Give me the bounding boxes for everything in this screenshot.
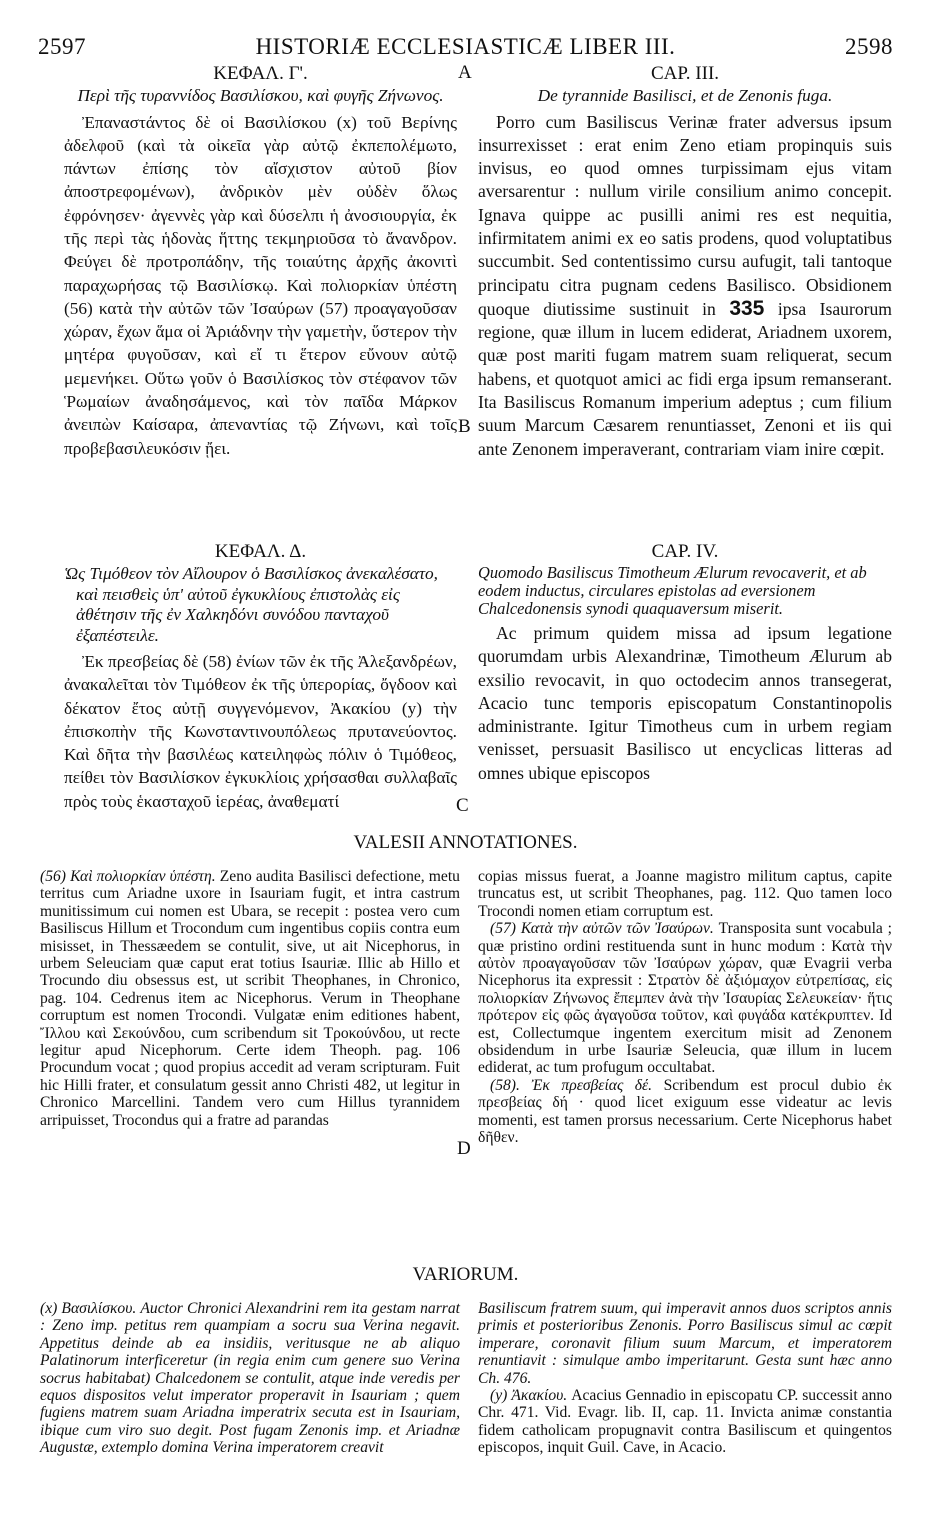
variorum-left-column — [40, 1300, 460, 1457]
note-x-lemma: (x) Βασιλίσκου. — [40, 1300, 137, 1317]
page-number-right: 2598 — [845, 34, 893, 59]
book-title: HISTORIÆ ECCLESIASTICÆ LIBER III. — [255, 34, 676, 59]
valesii-title: VALESII ANNOTATIONES. — [353, 832, 578, 853]
chap4-greek-text: Ἐκ πρεσβείας δὲ (58) ἐνίων τῶν ἐκ τῆς Ἀλεξανδρέων, ἀνακαλεῖται τὸν Τιμόθεον ἐκ τῆς ὑπερορίας, ὄγδοον καὶ δέκατον ἔτος αὐτῇ συγγενόμενον, Ἀκακίου (y) τὴν ἐπισκοπὴν τῆς Κωνσταντινουπόλεως πρυτανεύοντος. Καὶ δῆτα τὴν βασιλέως κατειληφὼς πόλιν ὁ Τιμόθεος, πείθει τὸν Βασιλίσκον ἐγκυκλίοις χρήσασθαι συλλαβαῖς πρὸς τοὺς ἑκασταχοῦ ἱερέας, ἀναθεματί — [64, 652, 457, 811]
note-x-text: Auctor Chronici Alexandrini rem ita gestam narrat : Zeno imp. petitus rem quampiam a socru sua Verina negavit. Appetitus deinde ab ea insidiis, veritusque ne ab aliquo Palatinorum interficeretur (in regia enim cum genere suo Verina socrus habitabat) Chalcedonem se contulit, atque inde veredis per equos dispositos velut imperator properavit in Isauriam ; quem fugiens matrem suam Ariadna imperatrix secuta est in Isauriam, ibique cum viro suo degit. Post fugam Zenonis imp. et Ariadnæ Augustæ, extemplo domina Verina imperatorem creavit — [40, 1300, 460, 1457]
chap4-latin-text: Ac primum quidem missa ad ipsum legatione quorumdam urbis Alexandrinæ, Timotheum Ælurum ab exsilio revocavit, in quo octodecim annos transegerat, Acacio tunc temporis episcopatum Constantinopolis administrante. Igitur Timotheus cum in urbem regiam venisset, persuasit Basilisco ut encyclicas litteras ad omnes ubique episcopos — [478, 623, 892, 783]
chap3-latin-column — [478, 62, 892, 461]
chap3-greek-column — [64, 62, 457, 460]
chap3-greek-title: ΚΕΦΑΛ. Γ'. — [213, 63, 308, 84]
chap3-greek-subtitle: Περὶ τῆς τυραννίδος Βασιλίσκου, καὶ φυγῆς Ζήνωνος. — [77, 86, 444, 105]
note-58-text: Scribendum est procul dubio ἐκ πρεσβείας δή · quod licet exiguum esse videatur ac levis momenti, est tamen prorsus necessarium. Certe Nicephorus habet δῆθεν. — [478, 1076, 892, 1147]
chap4-greek-subtitle: Ὡς Τιμόθεον τὸν Αἴλουρον ὁ Βασιλίσκος ἀνεκαλέσατο, καὶ πεισθεὶς ὑπ' αὐτοῦ ἐγκυκλίους ἐπιστολὰς εἰς ἀθέτησιν τῆς ἐν Χαλκηδόνι συνόδου πανταχοῦ ἐξαπέστειλε. — [64, 564, 439, 645]
chap4-latin-title: CAP. IV. — [651, 541, 719, 562]
margin-letter-c: C — [456, 795, 469, 816]
chap4-latin-subtitle: Quomodo Basiliscus Timotheum Ælurum revocaverit, et ab eodem inductus, circulares epistolas ad eversionem Chalcedonensis synodi quaquaversum miserit. — [478, 563, 867, 618]
note-x-continuation: Basiliscum fratrem suum, qui imperavit annos duos scriptos annis primis et posterioribus Zenonis. Porro Basiliscus simul ac cœpit imperare, coronavit filium suum Marcum, et imperatorem renuntiavit : simulque ambo imperitarunt. Gesta sunt hæc anno Ch. 476. — [478, 1300, 892, 1387]
running-head — [38, 34, 893, 62]
chap3-latin-text-b: ipsa Isaurorum regione, quæ illum in lucem ediderat, Ariadnem uxorem, quæ post mariti fugam matrem suam reliquerat, secum habens, et quotquot amici ac fidi erga ipsum remanserant. Ita Basiliscus Romanum imperium adeptus ; cum filium suum Marcum Cæsarem renuntiasset, Zenoni et iis qui ante Zenonem imperaverant, contrariam viam inire cœpit. — [478, 298, 892, 459]
note-56-lemma: (56) Καὶ πολιορκίαν ὑπέστη. — [40, 868, 216, 885]
note-58-lemma: (58). Ἐκ πρεσβείας δέ. — [490, 1076, 653, 1094]
chap3-greek-text: Ἐπαναστάντος δὲ οἱ Βασιλίσκου (x) τοῦ Βερίνης ἀδελφοῦ (καὶ τὰ οἰκεῖα γὰρ αὐτῷ ἐκπεπολέμωτο, πάντων ἐπίσης τὸν αἴσχιστον αὐτοῦ βίον ἀποστρεφομένων), ἀνδρικὸν μὲν οὐδὲν ὅλως ἐφρόνησεν· ἀγεννὲς γὰρ καὶ δύσελπι ἡ ἀνοσιουργία, ἐκ τῆς περὶ τὰς ἡδονὰς ἥττης τεκμηριοῦσα τὸ ἄνανδρον. Φεύγει δὲ προτροπάδην, τῆς τοιαύτης ἀρχῆς ἀκονιτὶ παραχωρήσας τῷ Βασιλίσκῳ. Καὶ πολιορκίαν ὑπέστη (56) κατὰ τὴν αὐτῶν τῶν Ἰσαύρων (57) προαγαγοῦσαν χώραν, ἔχων ἅμα οἱ Ἀριάδνην τὴν γαμετὴν, ὕστερον τὴν μητέρα φυγοῦσαν, καὶ εἴ τι ἕτερον εὔνουν αὐτῷ μεμενήκει. Οὕτω γοῦν ὁ Βασιλίσκος τὸν στέφανον τῶν Ῥωμαίων ἀναδησάμενος, καὶ τὸν παῖδα Μάρκον ἀνειπὼν Καίσαρα, ἀπεναντίας τῷ Ζήνωνι, καὶ τοῖς προβεβασιλευκόσιν ᾔει. — [64, 112, 457, 458]
variorum-title: VARIORUM. — [412, 1264, 519, 1285]
chap3-latin-title: CAP. III. — [650, 63, 720, 84]
chap4-greek-title: ΚΕΦΑΛ. Δ. — [214, 541, 307, 562]
note-56-continuation: copias missus fuerat, a Joanne magistro militum captus, capite truncatus est, ut scribit Theophanes, pag. 112. Quo tamen loco Trocondi nomen etiam corruptum est. — [478, 868, 892, 920]
note-57-text: Transposita sunt vocabula ; quæ pristino ordini restituenda sunt in hunc modum : Κατὰ τὴν αὐτὸν προαγαγοῦσαν τῶν Ἰσαύρων χώραν, quæ Evagrii verba Nicephorus ita expressit : Στρατὸν δὲ ἀξιόμαχον εὐτρεπίσας, εἰς πολιορκίαν Ζήνωνος ἔπεμπεν ἀνὰ τὴν Ἰσαυρίας Σελευκείαν· ἥτις πρότερον εἰς φῶς ἀγαγοῦσα τοῦτον, καὶ φυγάδα κατέκρυπτεν. Id est, Collectumque ingentem exercitum misit ad Zenonem obsidendum in urbe Isauriæ Seleucia, quæ illum in lucem ediderat, ac tum profugum occultabat. — [478, 920, 893, 1077]
margin-letter-a: A — [458, 62, 472, 83]
chap4-latin-column — [478, 540, 892, 785]
note-y-text: Acacius Gennadio in episcopatu CP. successit anno Chr. 471. Vid. Evagr. lib. II, cap. 11. Invicta animæ constantia fidem catholicam propugnavit contra Basiliscum et quingentos episcopos, inquit Guil. Cave, in Acacio. — [478, 1387, 892, 1457]
note-56-text: Zeno audita Basilisci defectione, metu territus cum Ariadne uxore in Isauriam fugit, et intra castrum munitissimum cui nomen est Ubara, se recepit : postea vero cum Basiliscus Hillum et Trocondum cum ingentibus copiis contra eum misisset, in Thessæedem se contulit, sive, ut ait Nicephorus, in urbem Seleuciam quæ caput erat totius Isauriæ. Illic ab Hillo et Trocundo diu obsessus est, ut scribit Theophanes, in Chronico, pag. 104. Cedrenus item ac Nicephorus. Verum in Theophane corruptum est nomen Trocondi. Vulgatæ enim editiones habent, Ἴλλου καὶ Σεκούνδου, cum scribendum sit Τροκούνδου, ut recte legitur apud Nicephorum. Certe idem Theoph. pag. 106 Procundum vocat ; quod propius accedit ad veram scripturam. Fuit hic Hilli frater, et consulatum gessit anno Christi 482, ut legitur in Chronico Marcellini. Tandem vero cum Hillus tyrannidem arripuisset, Trocondus qui a fratre ad parandas — [40, 868, 460, 1129]
chap4-greek-column — [64, 540, 457, 813]
page-number-left: 2597 — [38, 34, 86, 59]
margin-letter-d: D — [457, 1138, 471, 1159]
note-57-lemma: (57) Κατὰ τὴν αὐτῶν τῶν Ἰσαύρων. — [490, 920, 714, 938]
margin-letter-b: B — [458, 416, 471, 437]
edition-page-marker: 335 — [729, 296, 765, 320]
variorum-right-column — [478, 1300, 892, 1457]
valesii-left-column — [40, 868, 460, 1129]
chap3-latin-text-a: Porro cum Basiliscus Verinæ frater adversus ipsum insurrexisset : erat enim Zeno etiam propinquis suis invisus, eo quod omnes turpissimam ejus vitam aversarentur : nullum virile consilium animo concepit. Ignava quippe ac pusilli animi res est nequitia, infirmitatem animi ex eo satis prodens, quod voluptatibus succumbit. Sed contentissimo cursu aufugit, tali tantoque principatu citra pugnam cedens Basilisco. Obsidionem quoque diutissime sustinuit in — [478, 111, 892, 319]
chap3-latin-text — [478, 111, 892, 461]
note-y-lemma: (y) Ἀκακίου. — [490, 1387, 568, 1405]
valesii-right-column — [478, 868, 892, 1147]
chap3-latin-subtitle: De tyrannide Basilisci, et de Zenonis fuga. — [537, 86, 833, 105]
